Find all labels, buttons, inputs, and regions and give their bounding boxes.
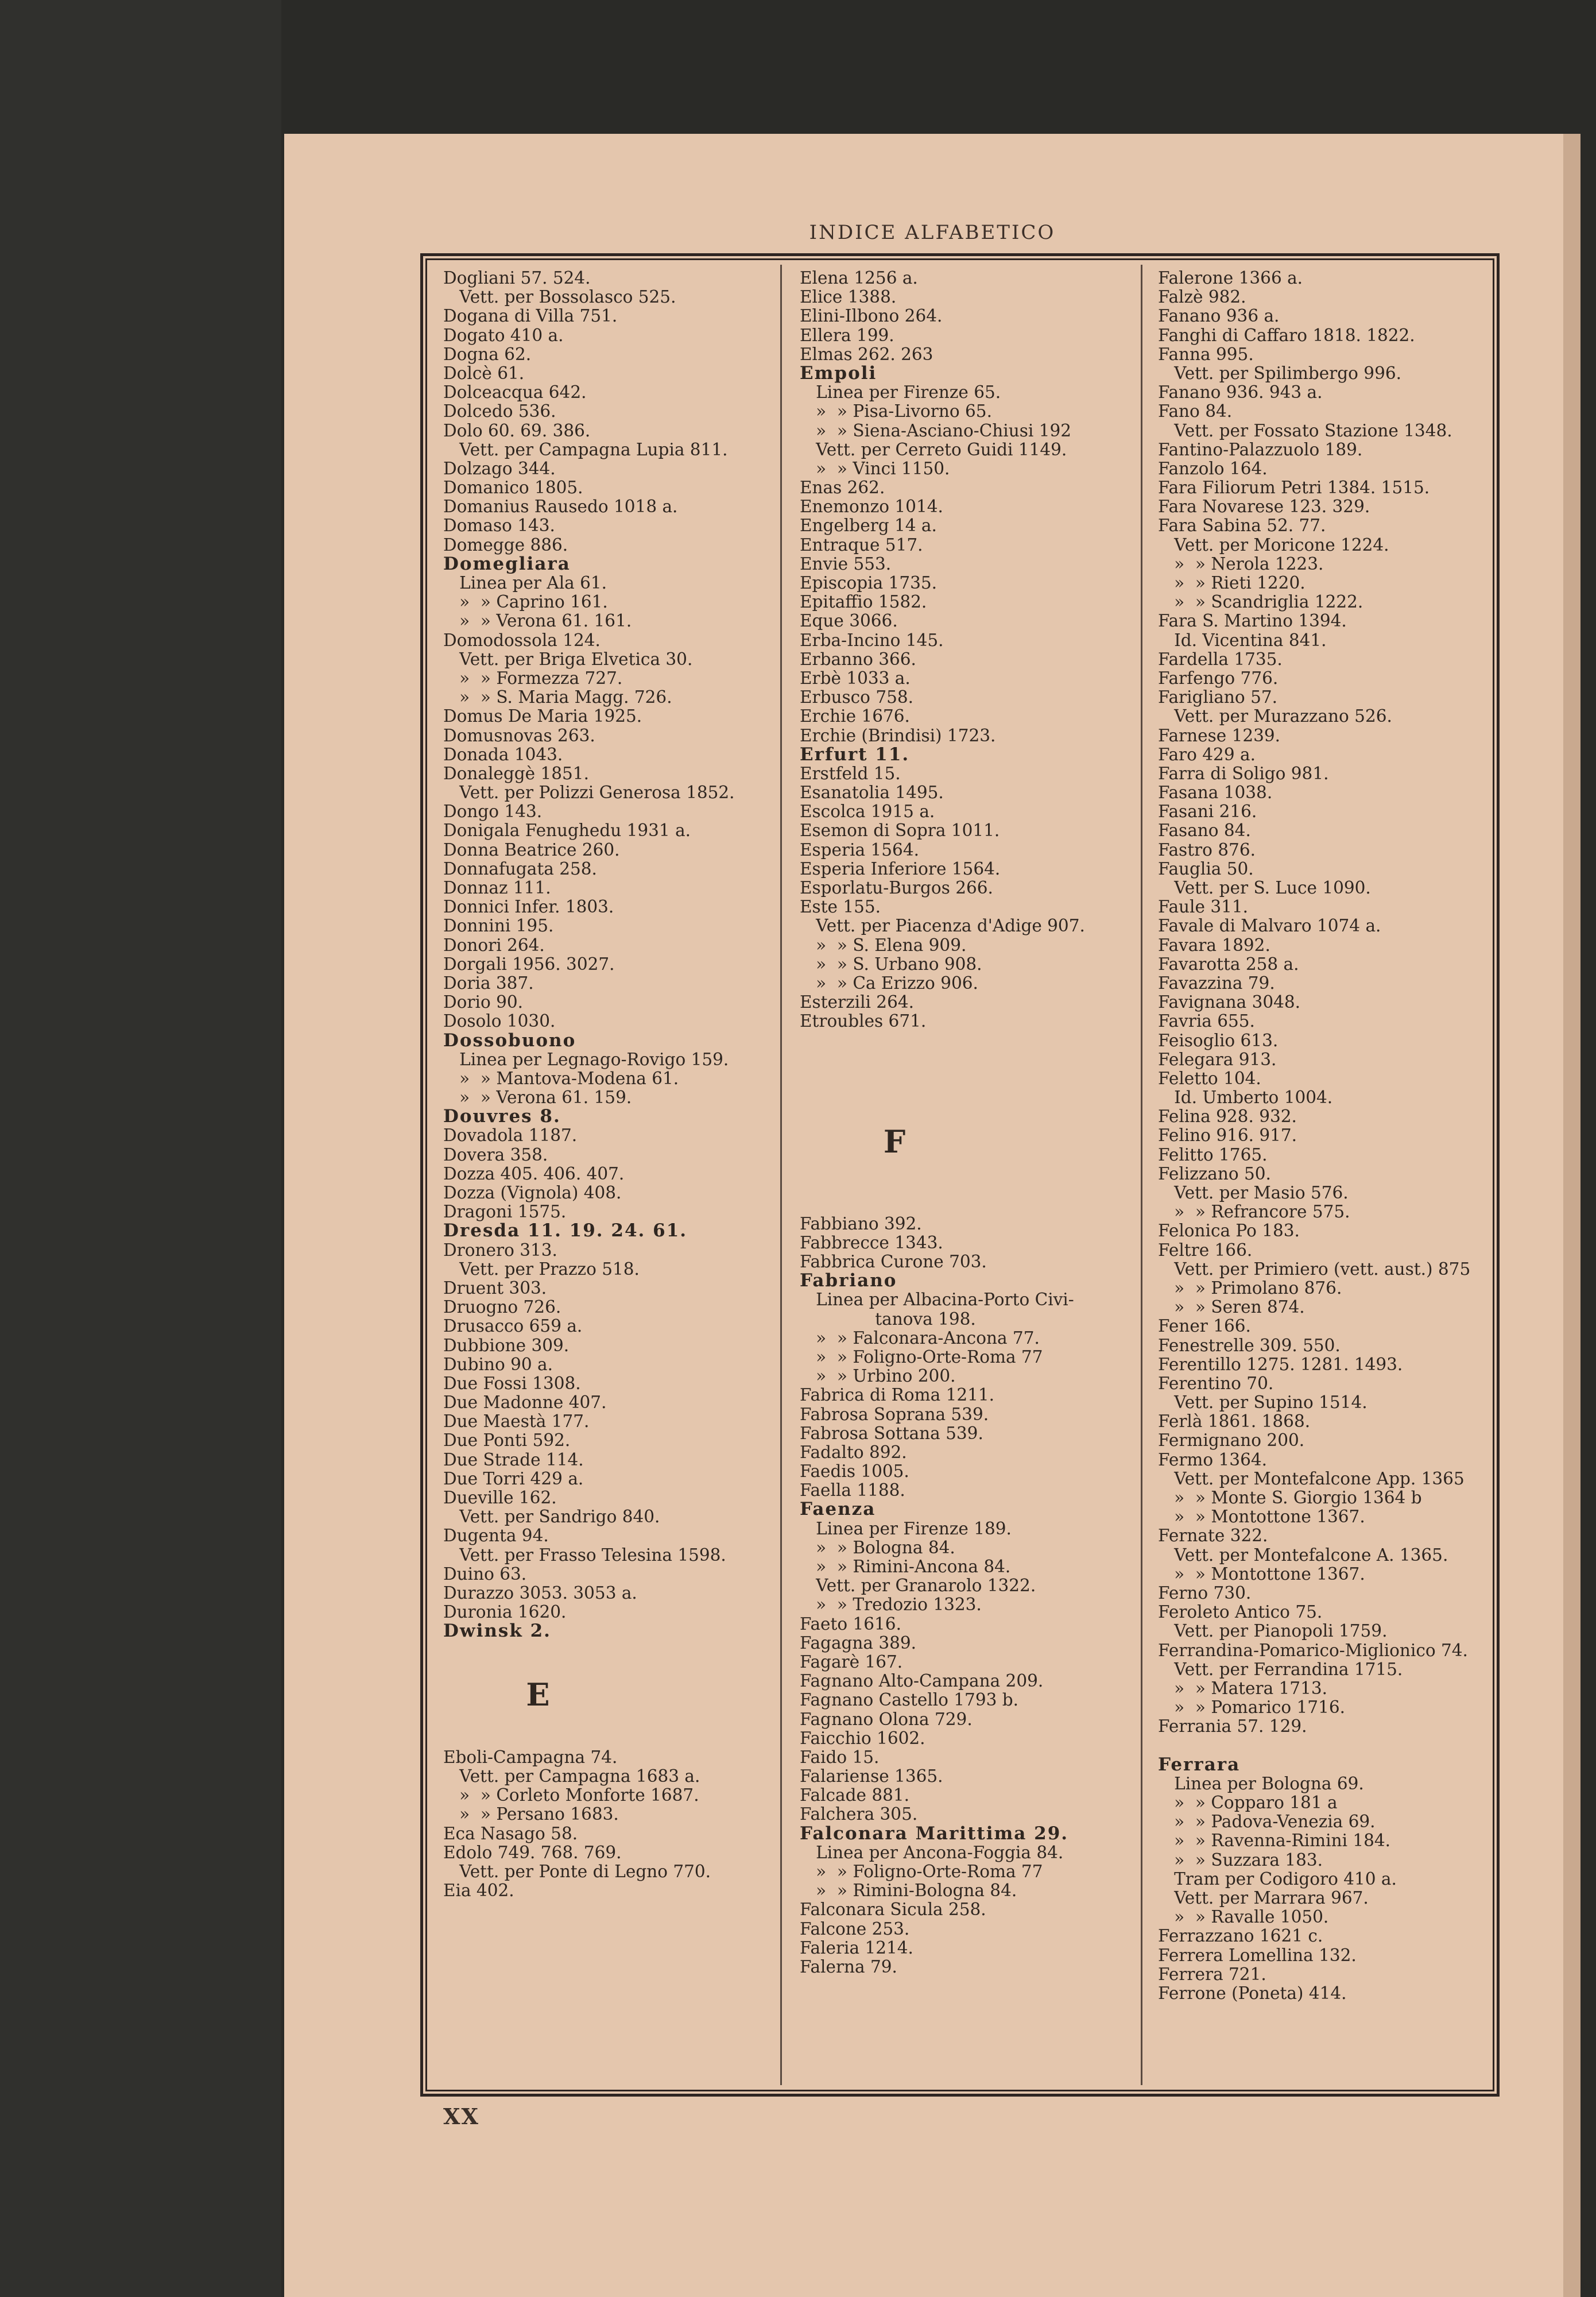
index-entry: Vett. per Granarolo 1322.	[800, 1576, 1036, 1596]
spacer	[800, 1195, 1144, 1214]
index-entry: » » Bologna 84.	[800, 1537, 955, 1557]
index-entry: Dronero 313.	[443, 1240, 557, 1260]
index-entry: Dubino 90 a.	[443, 1354, 553, 1374]
index-entry: Favazzina 79.	[1158, 973, 1275, 993]
index-entry: Fener 166.	[1158, 1316, 1251, 1336]
index-entry: Dolzago 344.	[443, 458, 556, 478]
index-entry: Favria 655.	[1158, 1011, 1255, 1031]
index-entry: » » Urbino 200.	[800, 1366, 956, 1386]
index-entry: » » S. Urbano 908.	[800, 954, 982, 974]
index-entry: Vett. per Polizzi Generosa 1852.	[443, 783, 735, 803]
index-entry: Fernate 322.	[1158, 1526, 1268, 1546]
index-entry: Eboli-Campagna 74.	[443, 1747, 618, 1767]
index-entry: Fauglia 50.	[1158, 859, 1254, 879]
index-entry: Dozza (Vignola) 408.	[443, 1183, 622, 1202]
index-entry: Favale di Malvaro 1074 a.	[1158, 916, 1381, 936]
index-entry: Fasano 84.	[1158, 821, 1251, 841]
index-entry: Dovadola 1187.	[443, 1126, 578, 1146]
index-entry: Falerone 1366 a.	[1158, 268, 1303, 288]
index-entry: Etroubles 671.	[800, 1011, 927, 1031]
index-entry: Fantino-Palazzuolo 189.	[1158, 439, 1363, 459]
spacer	[800, 1050, 1144, 1069]
index-entry: Linea per Firenze 65.	[800, 382, 1001, 403]
index-entry: Ferrania 57. 129.	[1158, 1716, 1307, 1737]
index-entry: » » Ca Erizzo 906.	[800, 973, 978, 993]
index-entry: Esporlatu-Burgos 266.	[800, 878, 993, 898]
index-entry: Faeto 1616.	[800, 1614, 901, 1634]
index-heading: Fabriano	[800, 1270, 897, 1291]
index-entry: Fanano 936 a.	[1158, 306, 1280, 326]
index-entry: Felegara 913.	[1158, 1049, 1277, 1069]
index-entry: Fanna 995.	[1158, 344, 1254, 364]
index-entry: Vett. per Supino 1514.	[1158, 1393, 1368, 1413]
index-entry: Donna Beatrice 260.	[443, 840, 620, 860]
index-entry: Vett. per S. Luce 1090.	[1158, 878, 1371, 898]
spacer	[800, 1069, 1144, 1088]
index-entry: » » Montottone 1367.	[1158, 1564, 1365, 1584]
index-entry: Esterzili 264.	[800, 992, 914, 1012]
index-entry: Dorgali 1956. 3027.	[443, 954, 615, 974]
index-entry: » » Caprino 161.	[443, 592, 608, 612]
index-entry: Vett. per Campagna Lupia 811.	[443, 439, 728, 459]
index-entry: Duino 63.	[443, 1564, 527, 1584]
index-entry: Falerna 79.	[800, 1956, 897, 1977]
index-entry: Vett. per Prazzo 518.	[443, 1259, 640, 1279]
index-heading: Faenza	[800, 1499, 876, 1520]
index-entry: Ferrazzano 1621 c.	[1158, 1926, 1323, 1946]
index-entry: Drusacco 659 a.	[443, 1316, 583, 1336]
index-heading: Dossobuono	[443, 1030, 576, 1051]
spacer	[800, 1031, 1144, 1050]
index-entry: Erbusco 758.	[800, 687, 914, 707]
index-entry: Due Strade 114.	[443, 1449, 584, 1470]
index-entry: Dogliani 57. 524.	[443, 268, 591, 288]
index-entry: Eia 402.	[443, 1881, 514, 1901]
index-entry: Vett. per Bossolasco 525.	[443, 287, 676, 307]
spacer	[443, 1641, 788, 1660]
index-entry: » » Montottone 1367.	[1158, 1507, 1365, 1527]
index-entry: Donada 1043.	[443, 744, 563, 764]
index-entry: Domaso 143.	[443, 516, 555, 536]
index-entry: Fagnano Castello 1793 b.	[800, 1690, 1018, 1710]
index-entry: Enemonzo 1014.	[800, 497, 943, 517]
index-entry: Dovera 358.	[443, 1144, 548, 1165]
index-entry: Envie 553.	[800, 554, 892, 574]
dark-background	[0, 0, 281, 2297]
index-entry: Elini-Ilbono 264.	[800, 306, 943, 326]
index-entry: Faido 15.	[800, 1747, 880, 1767]
index-entry: » » Mantova-Modena 61.	[443, 1068, 679, 1088]
index-entry: Fabrica di Roma 1211.	[800, 1385, 995, 1405]
index-heading: Domegliara	[443, 553, 571, 574]
index-entry: » » Scandriglia 1222.	[1158, 592, 1363, 612]
index-entry: » » Primolano 876.	[1158, 1278, 1342, 1298]
index-entry: Due Fossi 1308.	[443, 1373, 581, 1393]
index-entry: » » Tredozio 1323.	[800, 1595, 982, 1615]
index-entry: Due Madonne 407.	[443, 1393, 607, 1413]
index-entry: Vett. per Montefalcone App. 1365	[1158, 1468, 1465, 1488]
index-entry: » » Suzzara 183.	[1158, 1850, 1323, 1870]
index-entry: Vett. per Pianopoli 1759.	[1158, 1621, 1388, 1641]
index-entry: Due Maestà 177.	[443, 1412, 590, 1432]
index-entry: » » Verona 61. 161.	[443, 611, 632, 631]
index-entry: Fara S. Martino 1394.	[1158, 611, 1347, 631]
index-entry: Domegge 886.	[443, 535, 568, 555]
index-entry: Linea per Legnago-Rovigo 159.	[443, 1049, 729, 1069]
index-entry: Ferlà 1861. 1868.	[1158, 1412, 1311, 1432]
index-entry: Donori 264.	[443, 935, 545, 955]
index-entry: Vett. per Piacenza d'Adige 907.	[800, 916, 1085, 936]
index-entry: Feroleto Antico 75.	[1158, 1602, 1323, 1622]
index-entry: Dongo 143.	[443, 802, 543, 822]
index-entry: Fara Filiorum Petri 1384. 1515.	[1158, 478, 1430, 498]
index-entry: Donnaz 111.	[443, 878, 551, 898]
index-entry: Id. Vicentina 841.	[1158, 630, 1327, 650]
index-entry: Faicchio 1602.	[800, 1728, 925, 1748]
index-entry: Vett. per Fossato Stazione 1348.	[1158, 420, 1452, 440]
index-entry: Druent 303.	[443, 1278, 547, 1298]
index-entry: Falcade 881.	[800, 1785, 910, 1805]
index-entry: Dolo 60. 69. 386.	[443, 420, 591, 440]
index-entry: » » Pisa-Livorno 65.	[800, 401, 992, 421]
index-entry: Faleria 1214.	[800, 1938, 913, 1958]
index-entry: Domanius Rausedo 1018 a.	[443, 497, 678, 517]
index-entry: Donnafugata 258.	[443, 859, 597, 879]
index-entry: Falariense 1365.	[800, 1766, 943, 1786]
index-entry: Fabbiano 392.	[800, 1213, 922, 1233]
index-entry: Dragoni 1575.	[443, 1202, 567, 1222]
index-heading: Erfurt 11.	[800, 744, 910, 765]
index-entry: Fardella 1735.	[1158, 649, 1283, 669]
index-entry: Faedis 1005.	[800, 1461, 909, 1482]
index-entry: Episcopia 1735.	[800, 573, 938, 593]
index-entry: Farra di Soligo 981.	[1158, 763, 1329, 783]
index-entry: Fabbrica Curone 703.	[800, 1252, 987, 1271]
index-entry: » » Foligno-Orte-Roma 77	[800, 1347, 1043, 1367]
index-entry: Eque 3066.	[800, 611, 898, 631]
index-entry: » » Formezza 727.	[443, 668, 623, 688]
index-entry: Elena 1256 a.	[800, 268, 918, 288]
index-entry: Vett. per Murazzano 526.	[1158, 706, 1392, 726]
spacer	[443, 1729, 788, 1748]
index-entry: Fabbrecce 1343.	[800, 1232, 943, 1252]
index-entry: Linea per Albacina-Porto Civi-	[800, 1290, 1074, 1310]
index-entry: Duronia 1620.	[443, 1602, 567, 1622]
index-entry: Fastro 876.	[1158, 840, 1256, 860]
index-entry: Dueville 162.	[443, 1488, 557, 1507]
index-entry: Falchera 305.	[800, 1804, 918, 1824]
index-heading: Empoli	[800, 362, 877, 384]
index-entry: » » Falconara-Ancona 77.	[800, 1328, 1040, 1348]
index-entry: Dozza 405. 406. 407.	[443, 1163, 625, 1184]
index-entry: » » Rieti 1220.	[1158, 573, 1306, 593]
spacer	[800, 1088, 1144, 1107]
index-entry: » » Corleto Monforte 1687.	[443, 1785, 699, 1805]
index-entry: Fagagna 389.	[800, 1633, 917, 1653]
index-entry: Domanico 1805.	[443, 478, 583, 498]
index-entry: Felina 928. 932.	[1158, 1107, 1297, 1127]
index-heading: Dresda 11. 19. 24. 61.	[443, 1220, 688, 1242]
index-entry: Linea per Firenze 189.	[800, 1518, 1012, 1538]
index-entry: Donnini 195.	[443, 916, 554, 936]
index-entry: Ellera 199.	[800, 325, 894, 345]
index-entry: Farfengo 776.	[1158, 668, 1279, 688]
index-entry: Erstfeld 15.	[800, 763, 901, 783]
index-entry: Vett. per Masio 576.	[1158, 1183, 1349, 1202]
index-entry: Felino 916. 917.	[1158, 1126, 1297, 1146]
index-entry: Fabrosa Soprana 539.	[800, 1404, 989, 1424]
index-entry: Donnici Infer. 1803.	[443, 897, 614, 917]
index-entry: Vett. per Primiero (vett. aust.) 875	[1158, 1259, 1471, 1279]
index-entry: Erba-Incino 145.	[800, 630, 944, 650]
index-entry: Felonica Po 183.	[1158, 1221, 1300, 1241]
page-edge	[1563, 134, 1580, 2297]
index-entry: Esperia 1564.	[800, 840, 919, 860]
index-entry: Tram per Codigoro 410 a.	[1158, 1869, 1397, 1889]
index-entry: Dolcedo 536.	[443, 401, 556, 421]
index-entry: » » Rimini-Ancona 84.	[800, 1557, 1011, 1576]
index-entry: » » Pomarico 1716.	[1158, 1697, 1345, 1718]
index-entry: Fara Novarese 123. 329.	[1158, 497, 1370, 517]
index-entry: Donaleggè 1851.	[443, 763, 589, 783]
index-entry: Feisoglio 613.	[1158, 1030, 1279, 1050]
index-entry: » » Ravalle 1050.	[1158, 1907, 1329, 1927]
section-letter: E	[526, 1676, 550, 1713]
index-entry: Ferrandina-Pomarico-Miglionico 74.	[1158, 1640, 1468, 1660]
index-entry: Vett. per Montefalcone A. 1365.	[1158, 1545, 1448, 1565]
index-entry: Fano 84.	[1158, 401, 1233, 421]
index-heading: Dwinsk 2.	[443, 1621, 551, 1642]
index-entry: Vett. per Sandrigo 840.	[443, 1507, 660, 1527]
index-entry: » » S. Elena 909.	[800, 935, 967, 955]
index-entry: Esperia Inferiore 1564.	[800, 859, 1001, 879]
index-entry: Feltre 166.	[1158, 1240, 1253, 1260]
index-entry: Domus De Maria 1925.	[443, 706, 642, 726]
index-entry: » » Siena-Asciano-Chiusi 192	[800, 420, 1071, 440]
index-entry: Faella 1188.	[800, 1480, 905, 1501]
index-entry: » » Seren 874.	[1158, 1297, 1305, 1317]
index-entry: Linea per Bologna 69.	[1158, 1773, 1364, 1793]
index-heading: Falconara Marittima 29.	[800, 1823, 1069, 1844]
index-entry: Esemon di Sopra 1011.	[800, 821, 1000, 841]
index-entry: Elice 1388.	[800, 287, 897, 307]
index-entry: tanova 198.	[800, 1309, 976, 1329]
index-entry: Falconara Sicula 258.	[800, 1900, 986, 1920]
index-entry: » » Padova-Venezia 69.	[1158, 1812, 1376, 1832]
index-column-3	[1158, 269, 1502, 2003]
index-entry: Vett. per Moricone 1224.	[1158, 535, 1389, 555]
index-entry: Vett. per Frasso Telesina 1598.	[443, 1545, 726, 1565]
index-entry: Fasani 216.	[1158, 802, 1257, 822]
index-entry: » » Nerola 1223.	[1158, 554, 1324, 574]
index-entry: Farigliano 57.	[1158, 687, 1277, 707]
index-entry: Vett. per Marrara 967.	[1158, 1888, 1369, 1908]
index-entry: » » S. Maria Magg. 726.	[443, 687, 672, 707]
index-entry: Dogana di Villa 751.	[443, 306, 618, 326]
index-column-1	[443, 269, 788, 1900]
index-entry: Druogno 726.	[443, 1297, 561, 1317]
index-entry: Falcone 253.	[800, 1919, 910, 1939]
index-entry: » » Monte S. Giorgio 1364 b	[1158, 1488, 1422, 1507]
index-entry: Favignana 3048.	[1158, 992, 1301, 1012]
index-entry: Fasana 1038.	[1158, 783, 1273, 803]
index-entry: Feletto 104.	[1158, 1068, 1261, 1088]
index-entry: » » Matera 1713.	[1158, 1678, 1327, 1698]
index-entry: Favara 1892.	[1158, 935, 1270, 955]
index-entry: Elmas 262. 263	[800, 344, 933, 364]
index-entry: » » Copparo 181 a	[1158, 1793, 1338, 1812]
index-entry: Linea per Ala 61.	[443, 573, 607, 593]
index-entry: Faule 311.	[1158, 897, 1249, 917]
index-entry: Falzè 982.	[1158, 287, 1246, 307]
index-entry: Doria 387.	[443, 973, 534, 993]
index-entry: Erbè 1033 a.	[800, 668, 911, 688]
index-entry: Fagarè 167.	[800, 1652, 903, 1672]
index-entry: Fanghi di Caffaro 1818. 1822.	[1158, 325, 1415, 345]
index-entry: Dogna 62.	[443, 344, 532, 364]
index-entry: Fermo 1364.	[1158, 1449, 1267, 1470]
index-entry: Vett. per Spilimbergo 996.	[1158, 363, 1401, 383]
index-heading: Ferrara	[1158, 1754, 1241, 1775]
index-entry: Domodossola 124.	[443, 630, 601, 650]
book-page	[284, 134, 1580, 2297]
index-entry: Edolo 749. 768. 769.	[443, 1842, 622, 1862]
index-entry: » » Vinci 1150.	[800, 458, 950, 478]
index-entry: Vett. per Campagna 1683 a.	[443, 1766, 700, 1786]
index-entry: Farnese 1239.	[1158, 725, 1281, 745]
index-entry: Ferrone (Poneta) 414.	[1158, 1983, 1347, 2003]
index-entry: Ferrera 721.	[1158, 1964, 1266, 1984]
index-entry: Este 155.	[800, 897, 881, 917]
index-entry: Dosolo 1030.	[443, 1011, 556, 1031]
index-entry: Due Ponti 592.	[443, 1430, 571, 1451]
index-entry: Dolceacqua 642.	[443, 382, 587, 403]
index-entry: Ferentillo 1275. 1281. 1493.	[1158, 1354, 1403, 1374]
section-letter: F	[883, 1123, 906, 1161]
index-entry: Felizzano 50.	[1158, 1163, 1271, 1184]
index-entry: Fadalto 892.	[800, 1442, 907, 1462]
index-entry: Dolcè 61.	[443, 363, 525, 383]
index-entry: Vett. per Briga Elvetica 30.	[443, 649, 693, 669]
index-entry: Ferentino 70.	[1158, 1373, 1274, 1393]
index-entry: Fagnano Alto-Campana 209.	[800, 1671, 1044, 1691]
index-entry: Fermignano 200.	[1158, 1430, 1305, 1451]
index-entry: Ferno 730.	[1158, 1583, 1252, 1603]
index-entry: Engelberg 14 a.	[800, 516, 937, 536]
index-entry: Epitaffio 1582.	[800, 592, 927, 612]
index-entry: Dorio 90.	[443, 992, 524, 1012]
index-entry: Vett. per Ponte di Legno 770.	[443, 1862, 711, 1881]
index-entry: » » Ravenna-Rimini 184.	[1158, 1831, 1391, 1851]
index-entry: Fanano 936. 943 a.	[1158, 382, 1323, 403]
index-entry: Enas 262.	[800, 478, 885, 498]
index-entry: » » Rimini-Bologna 84.	[800, 1881, 1017, 1901]
index-entry: Entraque 517.	[800, 535, 923, 555]
index-entry: Id. Umberto 1004.	[1158, 1088, 1333, 1108]
index-heading: Douvres 8.	[443, 1106, 561, 1127]
index-entry: Erchie 1676.	[800, 706, 910, 726]
index-entry: Eca Nasago 58.	[443, 1823, 578, 1843]
index-entry: Felitto 1765.	[1158, 1144, 1268, 1165]
page-number: XX	[443, 2103, 479, 2129]
index-entry: Fanzolo 164.	[1158, 458, 1268, 478]
index-entry: Favarotta 258 a.	[1158, 954, 1299, 974]
index-column-2	[800, 269, 1144, 1977]
index-entry: Vett. per Ferrandina 1715.	[1158, 1659, 1403, 1679]
index-entry: Due Torri 429 a.	[443, 1468, 584, 1488]
index-entry: » » Persano 1683.	[443, 1804, 619, 1824]
index-entry: Erchie (Brindisi) 1723.	[800, 725, 996, 745]
index-entry: Linea per Ancona-Foggia 84.	[800, 1842, 1064, 1862]
index-entry: Escolca 1915 a.	[800, 802, 935, 822]
index-entry: » » Foligno-Orte-Roma 77	[800, 1862, 1043, 1881]
index-entry: Fagnano Olona 729.	[800, 1709, 973, 1729]
index-entry: Donigala Fenughedu 1931 a.	[443, 821, 691, 841]
index-entry: Ferrera Lomellina 132.	[1158, 1945, 1357, 1965]
index-entry: Faro 429 a.	[1158, 744, 1256, 764]
index-entry: » » Verona 61. 159.	[443, 1088, 632, 1108]
index-entry: Erbanno 366.	[800, 649, 916, 669]
index-entry: Fabrosa Sottana 539.	[800, 1423, 983, 1443]
spacer	[800, 1176, 1144, 1195]
index-entry: Fara Sabina 52. 77.	[1158, 516, 1326, 536]
index-entry: Dogato 410 a.	[443, 325, 564, 345]
index-entry: Durazzo 3053. 3053 a.	[443, 1583, 637, 1603]
index-entry: Dubbione 309.	[443, 1335, 570, 1355]
page-header: INDICE ALFABETICO	[809, 221, 1056, 244]
index-entry: Fenestrelle 309. 550.	[1158, 1335, 1341, 1355]
index-entry: Domusnovas 263.	[443, 725, 595, 745]
index-entry: Esanatolia 1495.	[800, 783, 944, 803]
index-entry: » » Refrancore 575.	[1158, 1202, 1350, 1222]
index-entry: Dugenta 94.	[443, 1526, 549, 1546]
spacer	[1158, 1736, 1502, 1755]
index-entry: Vett. per Cerreto Guidi 1149.	[800, 439, 1067, 459]
